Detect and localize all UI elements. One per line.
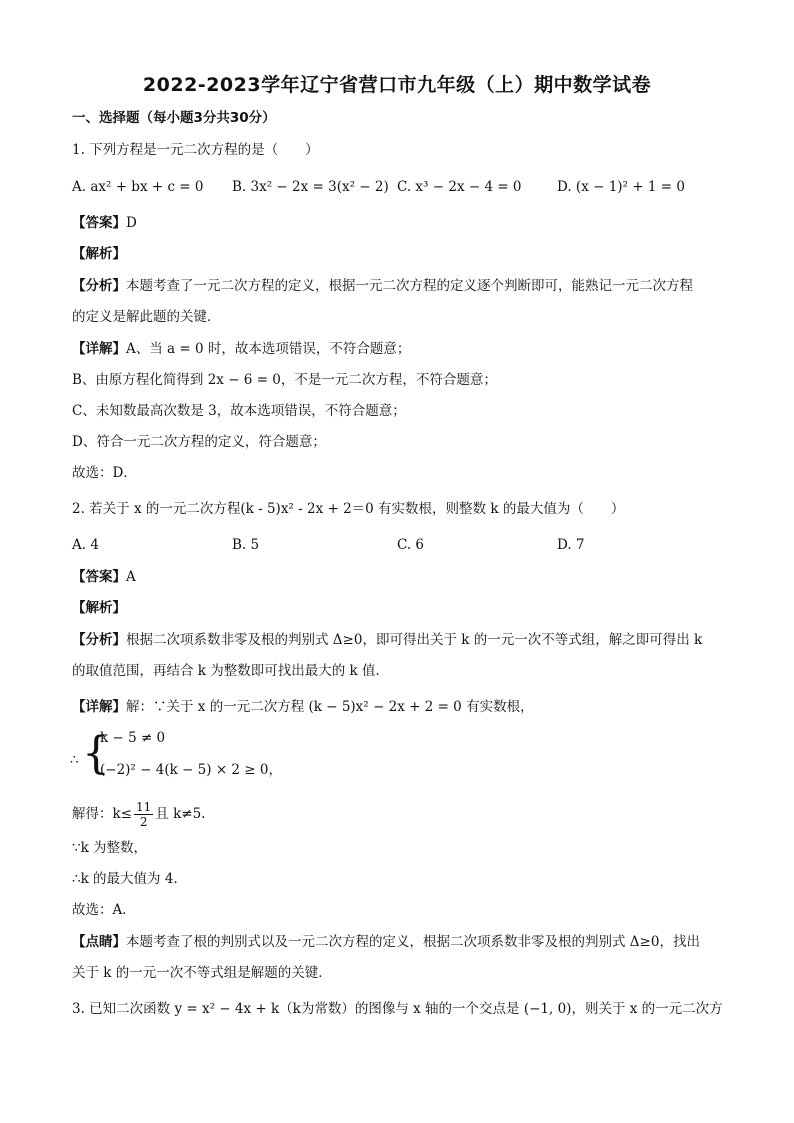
fraction	[134, 800, 153, 829]
q2-solution-line	[72, 800, 205, 829]
xiangjie-text: A、当 a = 0 时，故本选项错误，不符合题意；	[126, 341, 411, 357]
q1-option-c[interactable]: C. x³ − 2x − 4 = 0	[397, 179, 522, 195]
q1-stem: 1. 下列方程是一元二次方程的是（ ）	[72, 142, 319, 158]
q2-integer-line: ∵k 为整数，	[72, 840, 148, 856]
q1-answer	[72, 213, 137, 233]
q2-answer	[72, 567, 136, 587]
xiangjie-text: 解：∵关于 x 的一元二次方程 (k − 5)x² − 2x + 2 = 0 有实数根，	[126, 699, 534, 715]
fraction-denominator: 2	[139, 815, 148, 829]
xiangjie-tag: 【详解】	[72, 341, 126, 357]
q2-option-c[interactable]: C. 6	[397, 537, 425, 553]
xiangjie-tag: 【详解】	[72, 699, 126, 715]
answer-tag: 【答案】	[72, 569, 126, 585]
q1-xiangjie-line2: B、由原方程化简得到 2x − 6 = 0，不是一元二次方程，不符合题意；	[72, 372, 497, 388]
q1-option-b[interactable]: B. 3x² − 2x = 3(x² − 2)	[232, 179, 389, 195]
fenxi-text: 根据二次项系数非零及根的判别式 Δ≥0，即可得出关于 k 的一元一次不等式组，解之即可得出 k	[126, 632, 703, 648]
fraction-numerator: 11	[136, 800, 152, 814]
q3-stem: 3. 已知二次函数 y = x² − 4x + k（k为常数）的图像与 x 轴的一个交点是 (−1, 0)，则关于 x 的一元二次方	[72, 1001, 723, 1017]
q2-xiangjie-line1	[72, 697, 534, 717]
q2-option-b[interactable]: B. 5	[232, 537, 260, 553]
q1-option-d[interactable]: D. (x − 1)² + 1 = 0	[557, 179, 685, 195]
q1-xiangjie-line3: C、未知数最高次数是 3，故本选项错误，不符合题意；	[72, 403, 406, 419]
q2-dianjing-line2: 关于 k 的一元一次不等式组是解题的关键．	[72, 965, 332, 981]
dianjing-text: 本题考查了根的判别式以及一元二次方程的定义，根据二次项系数非零及根的判别式 Δ≥0，找出	[126, 934, 700, 950]
q2-conclusion: 故选：A．	[72, 902, 136, 918]
q2-option-d[interactable]: D. 7	[557, 537, 585, 553]
q1-option-a[interactable]: A. ax² + bx + c = 0	[72, 179, 204, 195]
answer-value: D	[126, 215, 137, 231]
q1-conclusion: 故选：D．	[72, 465, 137, 481]
solution-suffix: 且 k≠5.	[155, 806, 206, 822]
q1-fenxi-line2: 的定义是解此题的关键．	[72, 309, 221, 325]
q2-max-line: ∴k 的最大值为 4．	[72, 871, 187, 887]
fenxi-tag: 【分析】	[72, 278, 126, 294]
q2-jiexi-tag: 【解析】	[72, 600, 126, 616]
solution-prefix: 解得：k≤	[72, 806, 132, 822]
inequality-2: (−2)² − 4(k − 5) × 2 ≥ 0，	[100, 762, 282, 778]
q2-fenxi-line2: 的取值范围，再结合 k 为整数即可找出最大的 k 值．	[72, 663, 390, 679]
q1-fenxi-line1	[72, 276, 693, 296]
therefore-symbol: ∴	[70, 752, 79, 768]
answer-value: A	[126, 569, 136, 585]
dianjing-tag: 【点睛】	[72, 934, 126, 950]
q2-dianjing-line1	[72, 932, 700, 952]
page-title: 2022-2023学年辽宁省营口市九年级（上）期中数学试卷	[142, 74, 652, 96]
fenxi-tag: 【分析】	[72, 632, 126, 648]
q1-xiangjie-line1	[72, 339, 410, 359]
left-brace-icon: {	[82, 728, 110, 779]
q2-fenxi-line1	[72, 630, 702, 650]
inequality-1: k − 5 ≠ 0	[100, 730, 166, 746]
q1-jiexi-tag: 【解析】	[72, 246, 126, 262]
q2-stem: 2. 若关于 x 的一元二次方程(k - 5)x² - 2x + 2＝0 有实数根，则整数 k 的最大值为（ ）	[72, 501, 625, 517]
section-heading: 一、选择题（每小题3分共30分）	[72, 110, 276, 126]
q1-xiangjie-line4: D、符合一元二次方程的定义，符合题意；	[72, 434, 326, 450]
fenxi-text: 本题考查了一元二次方程的定义，根据一元二次方程的定义逐个判断即可，能熟记一元二次方程	[126, 278, 693, 294]
q2-option-a[interactable]: A. 4	[72, 537, 99, 553]
answer-tag: 【答案】	[72, 215, 126, 231]
